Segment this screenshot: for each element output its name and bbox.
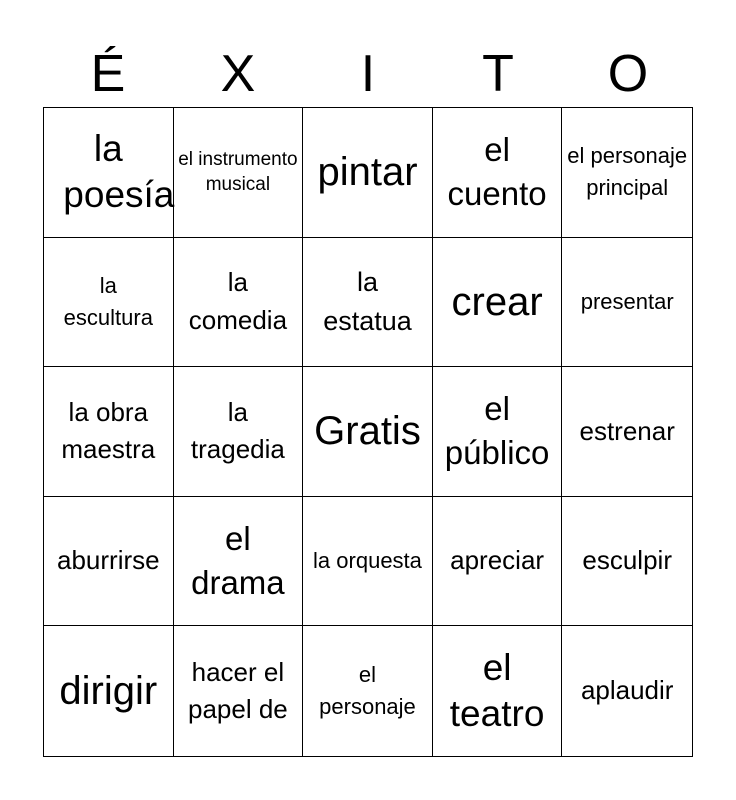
bingo-cell[interactable]	[562, 367, 692, 497]
cell-text: el cuento	[447, 130, 547, 213]
bingo-cell[interactable]	[562, 626, 692, 756]
cell-text: la escultura	[63, 273, 153, 330]
bingo-cell[interactable]	[44, 238, 174, 368]
cell-text: presentar	[580, 288, 674, 314]
bingo-cell[interactable]	[562, 238, 692, 368]
cell-text: el público	[444, 389, 550, 472]
cell-text: la orquesta	[313, 548, 422, 574]
cell-text: la obra maestra	[61, 396, 156, 465]
cell-text: crear	[451, 279, 543, 324]
cell-text: el instrumento musical	[178, 148, 298, 196]
bingo-board	[43, 107, 693, 757]
header-letter-x: X	[220, 45, 256, 103]
cell-text: el teatro	[449, 646, 545, 735]
bingo-cell[interactable]	[433, 626, 563, 756]
cell-text: aplaudir	[580, 675, 674, 706]
bingo-header	[43, 42, 693, 106]
header-letter-i: I	[360, 45, 376, 103]
cell-text: Gratis	[314, 409, 421, 454]
bingo-cell[interactable]	[174, 367, 304, 497]
bingo-cell[interactable]	[303, 626, 433, 756]
cell-text: estrenar	[579, 415, 675, 446]
header-letter-e: É	[90, 45, 126, 103]
bingo-cell[interactable]	[44, 367, 174, 497]
cell-text: aburrirse	[57, 545, 160, 576]
bingo-cell[interactable]	[303, 497, 433, 627]
cell-text: hacer el papel de	[188, 656, 288, 725]
cell-text: el drama	[191, 519, 285, 602]
header-letter-t: T	[482, 45, 514, 103]
bingo-cell[interactable]	[174, 238, 304, 368]
header-letter-o: O	[607, 45, 649, 103]
cell-text: el personaje principal	[567, 143, 688, 201]
bingo-cell[interactable]	[562, 108, 692, 238]
bingo-cell[interactable]	[174, 626, 304, 756]
cell-text: esculpir	[582, 545, 672, 576]
bingo-cell[interactable]	[174, 108, 304, 238]
cell-text: dirigir	[59, 669, 158, 714]
bingo-cell[interactable]	[433, 497, 563, 627]
cell-text: la comedia	[188, 267, 288, 335]
bingo-cell[interactable]	[44, 497, 174, 627]
bingo-cell[interactable]	[44, 626, 174, 756]
bingo-cell[interactable]	[433, 108, 563, 238]
bingo-cell[interactable]	[562, 497, 692, 627]
cell-text: pintar	[317, 150, 418, 195]
bingo-cell[interactable]	[433, 367, 563, 497]
cell-text: el personaje	[319, 662, 416, 720]
cell-text: la tragedia	[190, 396, 285, 465]
bingo-cell[interactable]	[303, 367, 433, 497]
bingo-cell[interactable]	[44, 108, 174, 238]
cell-text: la estatua	[323, 266, 412, 336]
bingo-cell[interactable]	[303, 238, 433, 368]
bingo-cell[interactable]	[433, 238, 563, 368]
cell-text: apreciar	[450, 545, 545, 576]
bingo-cell[interactable]	[174, 497, 304, 627]
cell-text: la poesía	[63, 128, 175, 216]
bingo-cell[interactable]	[303, 108, 433, 238]
